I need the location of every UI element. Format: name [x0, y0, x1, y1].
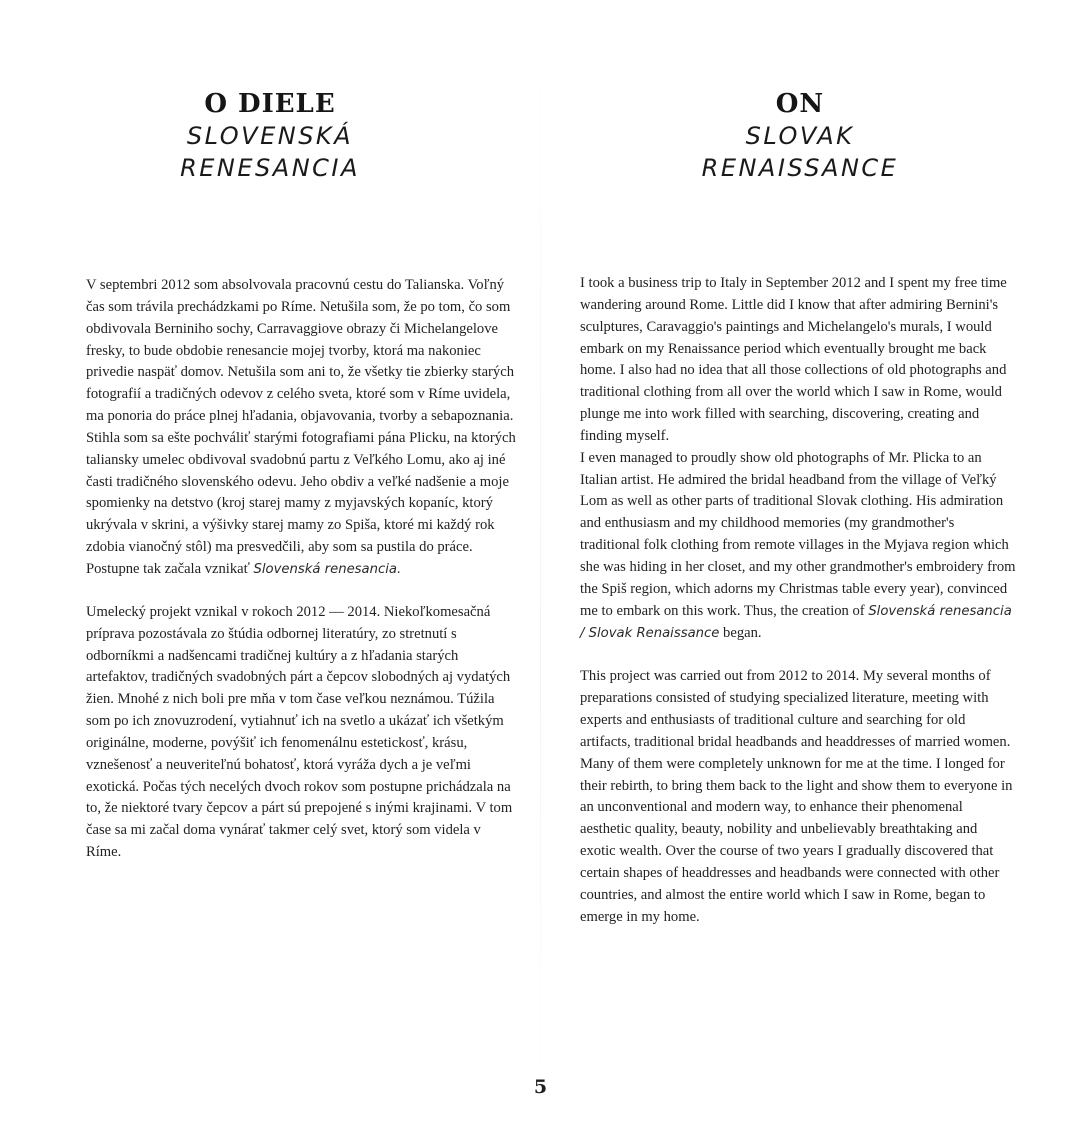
english-paragraph-2: This project was carried out from 2012 to 2014. My several months of preparations consisted of studying specialized literature, meeting with experts and enthusiasts of traditional culture and searching for old artifacts, traditional bridal headbands and headdresses of married women. Many of them were completely unknown for me at the time. I longed for their rebirth, to bring them back to the light and show them to everyone in an unconventional and modern way, to enhance their phenomenal aesthetic quality, beauty, nobility and unbelievably breathtaking and exotic wealth. Over the course of two years I gradually discovered that certain shapes of headdresses and headbands were connected with other countries, and almost the entire world which I saw in Rome, began to emerge in my home.: [580, 668, 1013, 925]
english-paragraph-1: I took a business trip to Italy in September 2012 and I spent my free time wandering around Rome. Little did I know that after admiring Bernini's sculptures, Caravaggio's paintings and Michelangelo's murals, I would embark on my Renaissance period which eventually brought me back home. I also had no idea that all those collections of old photographs and traditional clothing from all over the world which I saw in Rome, would plunge me into work filled with searching, discovering, creating and finding myself.: [580, 275, 1007, 444]
slovak-body: [86, 275, 516, 864]
slovak-title: [40, 88, 500, 184]
english-paragraph-1b-italic: Slovenská renesancia / Slovak Renaissance: [580, 603, 1012, 641]
page-fold: [540, 0, 541, 1140]
slovak-paragraph-1-italic: Slovenská renesancia.: [253, 561, 402, 577]
slovak-paragraph-1-text: V septembri 2012 som absolvovala pracovnú cestu do Talianska. Voľný čas som trávila prechádzkami po Ríme. Netušila som, že po tom, čo som obdivovala Berniniho sochy, Carravaggiove obrazy či Michelangelove fresky, to bude obdobie renesancie mojej tvorby, ktorá ma nakoniec privedie naspäť domov. Netušila som ani to, že všetky tie zbierky starých fotografií a tradičných odevov z celého sveta, ktoré som v Ríme uvidela, ma ponoria do práce plnej hľadania, objavovania, tvorby a sebapoznania. Stihla som sa ešte pochváliť starými fotografiami pána Plicku, na ktorých taliansky umelec obdivoval svadobnú partu z Veľkého Lomu, ako aj iné časti tradičného slovenského odevu. Jeho obdiv a veľké nadšenie a moje spomienky na detstvo (kroj starej mamy z myjavských kopaníc, ktorý ukrývala v skrini, a výšivky starej mamy zo Spiša, ktoré mi každý rok zdobia vianočný stôl) ma presvedčili, aby som sa pustila do práce. Postupne tak začala vznikať: [86, 277, 516, 577]
english-title-sub-line1: SLOVAK: [745, 122, 855, 150]
page-number: 5: [533, 1076, 548, 1098]
english-title: [560, 88, 1040, 184]
english-title-sub-line2: RENAISSANCE: [701, 154, 899, 182]
english-paragraph-1b-end: began.: [719, 624, 762, 641]
english-paragraph-1b: [580, 448, 1016, 645]
slovak-title-sub-line1: SLOVENSKÁ: [186, 122, 354, 150]
english-body: [580, 273, 1016, 928]
slovak-title-main: O DIELE: [204, 89, 336, 119]
slovak-title-sub-line2: RENESANCIA: [180, 154, 360, 182]
english-paragraph-1b-text: I even managed to proudly show old photographs of Mr. Plicka to an Italian artist. He admired the bridal headband from the village of Veľký Lom as well as other parts of traditional Slovak clothing. His admiration and enthusiasm and my childhood memories (my grandmother's traditional folk clothing from remote villages in the Myjava region which she was hiding in her closet, and my other grandmother's embroidery from the Spiš region, which adorns my Christmas table every year), convinced me to embark on this work. Thus, the creation of: [580, 449, 1016, 619]
english-title-main: ON: [775, 89, 825, 119]
slovak-paragraph-2: Umelecký projekt vznikal v rokoch 2012 — 2014. Niekoľkomesačná príprava pozostávala zo štúdia odbornej literatúry, zo stretnutí s odborníkmi a nadšencami tradičnej kultúry a z hľadania starých artefaktov, tradičných svadobných párt a čepcov slobodných aj vydatých žien. Mnohé z nich boli pre mňa v tom čase veľkou neznámou. Túžila som po ich znovuzrodení, vytiahnuť ich na svetlo a ukázať ich všetkým originálne, moderne, povýšiť ich fenomenálnu estetickosť, krásu, vznešenosť a neuveriteľnú bohatosť, ktorá vyráža dych a je veľmi exotická. Počas tých necelých dvoch rokov som postupne prichádzala na to, že niektoré tvary čepcov a párt sú prepojené s inými krajinami. V tom čase sa mi začal doma vynárať takmer celý svet, ktorý som videla v Ríme.: [86, 603, 513, 861]
slovak-paragraph-1: [86, 275, 516, 581]
